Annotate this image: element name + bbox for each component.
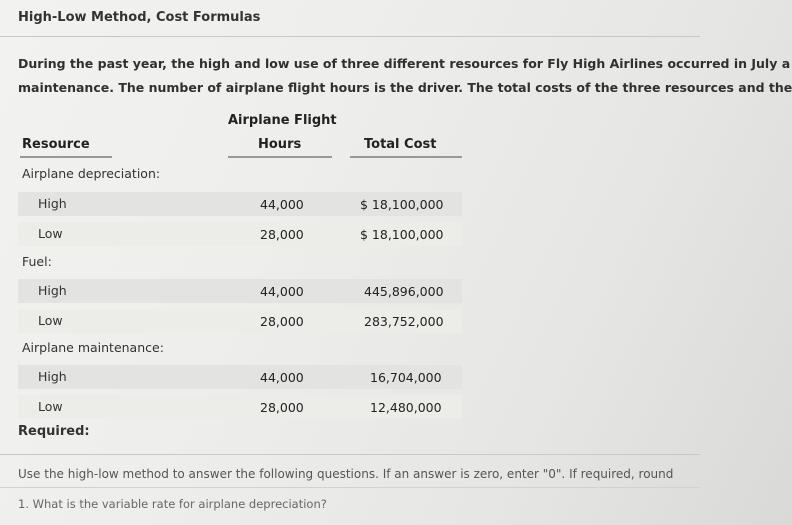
- row-hours: 44,000: [260, 370, 304, 385]
- row-label: Low: [38, 313, 63, 328]
- row-cost: 16,704,000: [370, 370, 442, 385]
- row-label: High: [38, 196, 67, 211]
- row-cost: $ 18,100,000: [360, 197, 444, 212]
- row-label: High: [38, 369, 67, 384]
- title-divider: [0, 36, 700, 37]
- table-row: [18, 309, 462, 333]
- row-hours: 44,000: [260, 197, 304, 212]
- row-label: Low: [38, 226, 63, 241]
- required-divider: [0, 454, 700, 455]
- row-cost: $ 18,100,000: [360, 227, 444, 242]
- header-rule-cost: [350, 156, 462, 158]
- column-header-hours-line2: Hours: [258, 137, 302, 152]
- table-row: [18, 222, 462, 246]
- column-header-resource: Resource: [22, 137, 90, 152]
- row-hours: 28,000: [260, 227, 304, 242]
- required-heading: Required:: [18, 424, 90, 439]
- intro-line-1: During the past year, the high and low use of three different resources for Fly High Airlines occurred in July a: [18, 56, 791, 71]
- table-row: [18, 192, 462, 216]
- instructions-divider: [0, 487, 700, 488]
- section-fuel: Fuel:: [22, 254, 52, 269]
- row-cost: 445,896,000: [364, 284, 444, 299]
- section-airplane-maintenance: Airplane maintenance:: [22, 340, 164, 355]
- column-header-total-cost: Total Cost: [364, 137, 437, 152]
- row-cost: 283,752,000: [364, 314, 444, 329]
- table-row: [18, 395, 462, 419]
- column-header-hours-line1: Airplane Flight: [228, 113, 337, 128]
- section-airplane-depreciation: Airplane depreciation:: [22, 166, 161, 181]
- intro-line-2: maintenance. The number of airplane flight hours is the driver. The total costs of the three resources and the: [18, 80, 792, 95]
- row-hours: 28,000: [260, 314, 304, 329]
- page-title: High-Low Method, Cost Formulas: [18, 10, 261, 25]
- table-row: [18, 279, 462, 303]
- row-label: High: [38, 283, 67, 298]
- row-hours: 44,000: [260, 284, 304, 299]
- row-label: Low: [38, 399, 63, 414]
- header-rule-hours: [228, 156, 332, 158]
- table-row: [18, 365, 462, 389]
- row-hours: 28,000: [260, 400, 304, 415]
- question-1: 1. What is the variable rate for airplane depreciation?: [18, 497, 327, 511]
- header-rule-resource: [20, 156, 112, 158]
- instructions-text: Use the high-low method to answer the following questions. If an answer is zero, enter "0". If required, round: [18, 467, 674, 481]
- row-cost: 12,480,000: [370, 400, 442, 415]
